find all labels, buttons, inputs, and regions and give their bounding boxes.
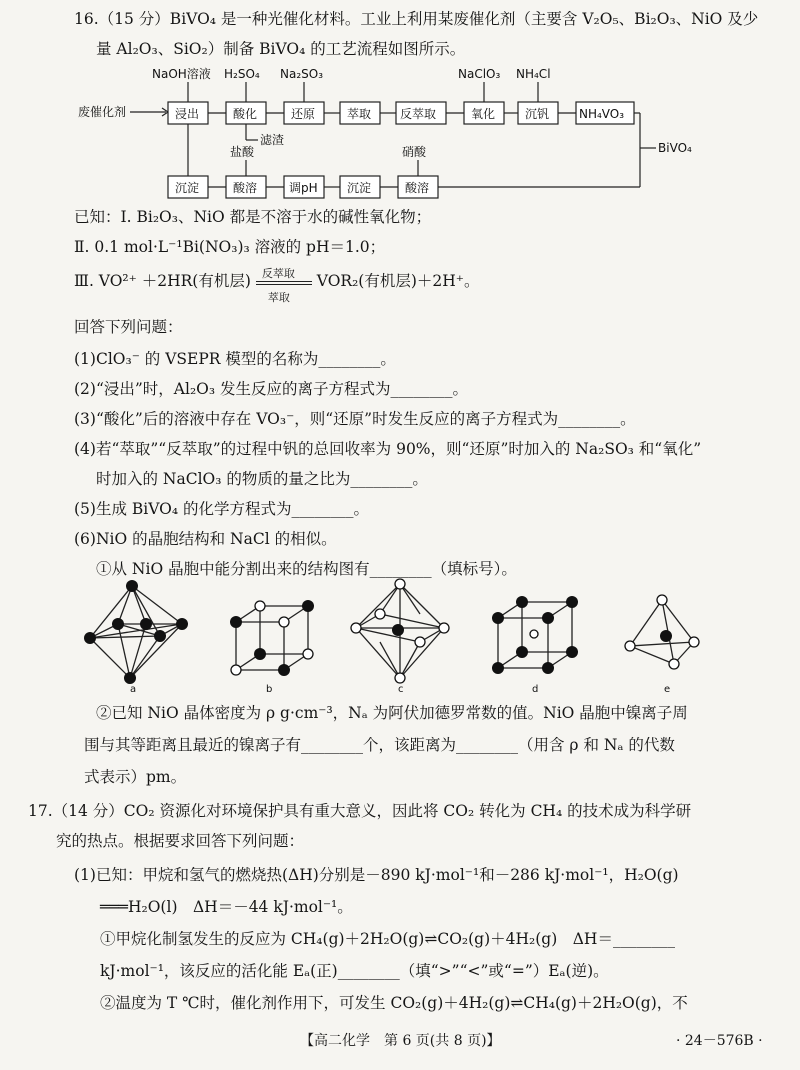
q16-stem-line2: 量 Al₂O₃、SiO₂）制备 BiVO₄ 的工艺流程如图所示。 <box>96 40 466 58</box>
q17-stem-line1: 17.（14 分）CO₂ 资源化对环境保护具有重大意义，因此将 CO₂ 转化为 CH₄ 的技术成为科学研 <box>28 802 692 820</box>
atom-white <box>657 595 667 605</box>
step-back-extract: 反萃取 <box>400 107 437 121</box>
process-flow-diagram <box>78 62 718 204</box>
q17-part-1-line1: (1)已知：甲烷和氢气的燃烧热(ΔH)分别是－890 kJ·mol⁻¹和－286 kJ·mol⁻¹，H₂O(g) <box>74 866 679 884</box>
atom-white <box>415 637 425 647</box>
arrow-top-label: 反萃取 <box>261 267 295 280</box>
atom-white <box>395 579 405 589</box>
atom-black <box>492 612 504 624</box>
known-3 <box>74 267 480 304</box>
atom-white <box>439 623 449 633</box>
atom-black <box>392 624 404 636</box>
figure-label-e: e <box>664 684 671 694</box>
part-4-line2: 时加入的 NaClO₃ 的物质的量之比为________。 <box>96 470 428 488</box>
reagent-naoh: NaOH溶液 <box>152 67 211 81</box>
equilibrium-arrow <box>256 267 312 304</box>
part-4-line1: (4)若“萃取”“反萃取”的过程中钒的总回收率为 90%，则“还原”时加入的 Na₂SO₃ 和“氧化” <box>74 440 702 458</box>
step-acid-dissolve-1: 酸溶 <box>233 181 258 195</box>
figure-e <box>625 595 699 694</box>
atom-black <box>140 618 152 630</box>
step-precipitate-v: 沉钒 <box>525 107 550 121</box>
known-2: Ⅱ. 0.1 mol·L⁻¹Bi(NO₃)₃ 溶液的 pH＝1.0； <box>74 238 386 256</box>
q17-part-1-2: ②温度为 T ℃时，催化剂作用下，可发生 CO₂(g)＋4H₂(g)⇌CH₄(g)＋2H₂O(g)，不 <box>100 994 688 1012</box>
atom-black <box>112 618 124 630</box>
atom-black <box>566 596 578 608</box>
atom-white <box>689 637 699 647</box>
part-6-2-line3: 式表示）pm。 <box>84 768 187 786</box>
product-label: BiVO₄ <box>658 141 692 155</box>
atom-white <box>255 601 265 611</box>
figure-label-a: a <box>130 684 137 694</box>
figure-label-c: c <box>398 684 404 694</box>
reagent-hno3: 硝酸 <box>402 145 427 159</box>
known-3-right: VOR₂(有机层)＋2H⁺。 <box>316 272 480 290</box>
atom-black <box>230 616 242 628</box>
arrow-bottom-label: 萃取 <box>267 291 290 304</box>
step-extract: 萃取 <box>347 107 372 121</box>
atom-white <box>625 641 635 651</box>
atom-black <box>542 662 554 674</box>
atom-black <box>84 632 96 644</box>
reagent-nh4cl: NH₄Cl <box>516 67 551 81</box>
atom-black <box>278 664 290 676</box>
figure-label-d: d <box>532 684 539 694</box>
crystal-figures <box>70 578 710 694</box>
part-6-1: ①从 NiO 晶胞中能分割出来的结构图有________（填标号）。 <box>96 560 517 578</box>
part-1: (1)ClO₃⁻ 的 VSEPR 模型的名称为________。 <box>74 350 396 368</box>
step-acidify: 酸化 <box>233 107 258 121</box>
step-adjust-ph: 调pH <box>289 181 318 195</box>
part-6-2-line2: 围与其等距离且最近的镍离子有________个，该距离为________（用含 ρ 和 Nₐ 的代数 <box>84 736 675 754</box>
atom-white <box>375 609 385 619</box>
atom-black <box>154 630 166 642</box>
arrow-line <box>256 281 312 282</box>
q17-stem-line2: 究的热点。根据要求回答下列问题： <box>56 832 305 850</box>
atom-white <box>351 623 361 633</box>
part-3: (3)“酸化”后的溶液中存在 VO₃⁻，则“还原”时发生反应的离子方程式为________。 <box>74 410 636 428</box>
figure-label-b: b <box>266 684 273 694</box>
atom-black <box>516 596 528 608</box>
atom-black <box>660 630 672 642</box>
step-nh4vo3: NH₄VO₃ <box>579 107 625 121</box>
atom-black <box>492 662 504 674</box>
atom-white <box>530 630 538 638</box>
atom-black <box>302 600 314 612</box>
atom-black <box>124 672 136 684</box>
atom-white <box>303 649 313 659</box>
atom-black <box>176 618 188 630</box>
atom-black <box>542 612 554 624</box>
step-reduce: 还原 <box>291 107 316 121</box>
part-6-2-line1: ②已知 NiO 晶体密度为 ρ g·cm⁻³，Nₐ 为阿伏加德罗常数的值。NiO 晶胞中镍离子周 <box>96 704 688 722</box>
atom-white <box>395 673 405 683</box>
atom-white <box>231 665 241 675</box>
step-precipitate-2: 沉淀 <box>347 181 372 195</box>
atom-white <box>669 659 679 669</box>
step-leach: 浸出 <box>175 107 200 121</box>
reagent-na2so3: Na₂SO₃ <box>280 67 324 81</box>
atom-black <box>516 646 528 658</box>
known-1: 已知：Ⅰ. Bi₂O₃、NiO 都是不溶于水的碱性氧化物； <box>74 208 432 226</box>
reagent-hcl: 盐酸 <box>230 145 255 159</box>
step-oxidize: 氧化 <box>471 107 496 121</box>
reagent-h2so4: H₂SO₄ <box>224 67 260 81</box>
answer-prompt: 回答下列问题： <box>74 318 183 336</box>
q17-part-1-line2: ═══H₂O(l) ΔH＝－44 kJ·mol⁻¹。 <box>100 898 353 916</box>
step-precipitate-1: 沉淀 <box>175 181 200 195</box>
footer-page-info: 【高二化学 第 6 页(共 8 页)】 <box>300 1033 501 1049</box>
arrow-line <box>256 284 312 285</box>
atom-black <box>254 648 266 660</box>
figure-a <box>84 580 188 694</box>
figure-b <box>230 600 314 694</box>
atom-black <box>566 646 578 658</box>
figure-c <box>351 579 449 694</box>
part-6: (6)NiO 的晶胞结构和 NaCl 的相似。 <box>74 530 337 548</box>
flow-feed-label: 废催化剂 <box>78 105 127 119</box>
residue-label: 滤渣 <box>260 133 285 147</box>
reagent-naclo3: NaClO₃ <box>458 67 501 81</box>
known-3-left: Ⅲ. VO²⁺ ＋2HR(有机层) <box>74 272 251 290</box>
step-acid-dissolve-2: 酸溶 <box>405 181 430 195</box>
q17-part-1-1-line2: kJ·mol⁻¹，该反应的活化能 Eₐ(正)________（填“>”“<”或“=”）Eₐ(逆)。 <box>100 962 609 980</box>
part-2: (2)“浸出”时，Al₂O₃ 发生反应的离子方程式为________。 <box>74 380 469 398</box>
footer-code: · 24－576B · <box>676 1033 763 1049</box>
q16-stem-line1: 16.（15 分）BiVO₄ 是一种光催化材料。工业上利用某废催化剂（主要含 V₂O₅、Bi₂O₃、NiO 及少 <box>74 10 759 28</box>
part-5: (5)生成 BiVO₄ 的化学方程式为________。 <box>74 500 370 518</box>
atom-black <box>126 580 138 592</box>
atom-white <box>279 617 289 627</box>
q17-part-1-1-line1: ①甲烷化制氢发生的反应为 CH₄(g)＋2H₂O(g)⇌CO₂(g)＋4H₂(g) ΔH＝________ <box>100 930 675 948</box>
figure-d <box>492 596 578 694</box>
